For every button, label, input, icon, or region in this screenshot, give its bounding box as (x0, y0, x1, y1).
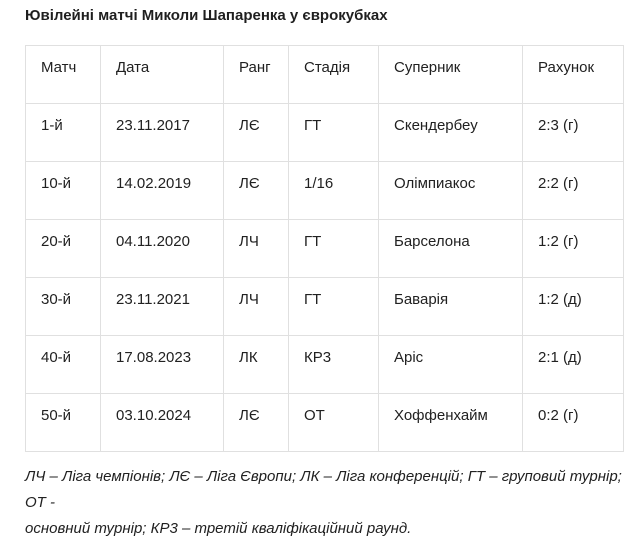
cell-opponent: Олімпиакос (379, 162, 523, 220)
cell-date: 03.10.2024 (101, 394, 224, 452)
matches-table (25, 45, 624, 452)
cell-rank: ЛЧ (224, 278, 289, 336)
cell-stage: КР3 (289, 336, 379, 394)
header-cell-score: Рахунок (523, 46, 624, 104)
cell-stage: ОТ (289, 394, 379, 452)
cell-score: 2:2 (г) (523, 162, 624, 220)
cell-date: 23.11.2021 (101, 278, 224, 336)
cell-rank: ЛК (224, 336, 289, 394)
header-cell-stage: Стадія (289, 46, 379, 104)
cell-rank: ЛЄ (224, 104, 289, 162)
cell-match: 50-й (26, 394, 101, 452)
page-title: Ювілейні матчі Миколи Шапаренка у єврокубках (25, 7, 388, 24)
cell-date: 04.11.2020 (101, 220, 224, 278)
legend-line: основний турнір; КР3 – третій кваліфікаційний раунд. (25, 520, 412, 537)
cell-score: 1:2 (г) (523, 220, 624, 278)
cell-date: 14.02.2019 (101, 162, 224, 220)
cell-stage: 1/16 (289, 162, 379, 220)
abbreviations-legend (25, 464, 623, 542)
table-row (26, 220, 624, 278)
legend-line: ЛЧ – Ліга чемпіонів; ЛЄ – Ліга Європи; ЛК – Ліга конференцій; ГТ – груповий турнір; ОТ - (25, 468, 622, 511)
header-cell-match: Матч (26, 46, 101, 104)
cell-rank: ЛЄ (224, 162, 289, 220)
cell-score: 2:1 (д) (523, 336, 624, 394)
cell-match: 20-й (26, 220, 101, 278)
header-cell-opponent: Суперник (379, 46, 523, 104)
header-cell-rank: Ранг (224, 46, 289, 104)
cell-score: 1:2 (д) (523, 278, 624, 336)
cell-score: 2:3 (г) (523, 104, 624, 162)
cell-opponent: Аріс (379, 336, 523, 394)
table-row (26, 394, 624, 452)
cell-date: 23.11.2017 (101, 104, 224, 162)
cell-match: 40-й (26, 336, 101, 394)
table-row (26, 162, 624, 220)
header-cell-date: Дата (101, 46, 224, 104)
table-row (26, 336, 624, 394)
cell-opponent: Хоффенхайм (379, 394, 523, 452)
cell-opponent: Барселона (379, 220, 523, 278)
cell-rank: ЛЧ (224, 220, 289, 278)
cell-stage: ГТ (289, 278, 379, 336)
cell-score: 0:2 (г) (523, 394, 624, 452)
cell-rank: ЛЄ (224, 394, 289, 452)
table-header-row (26, 46, 624, 104)
cell-match: 30-й (26, 278, 101, 336)
cell-date: 17.08.2023 (101, 336, 224, 394)
table-row (26, 278, 624, 336)
cell-stage: ГТ (289, 220, 379, 278)
cell-opponent: Баварія (379, 278, 523, 336)
table-row (26, 104, 624, 162)
cell-match: 1-й (26, 104, 101, 162)
cell-match: 10-й (26, 162, 101, 220)
cell-opponent: Скендербеу (379, 104, 523, 162)
cell-stage: ГТ (289, 104, 379, 162)
